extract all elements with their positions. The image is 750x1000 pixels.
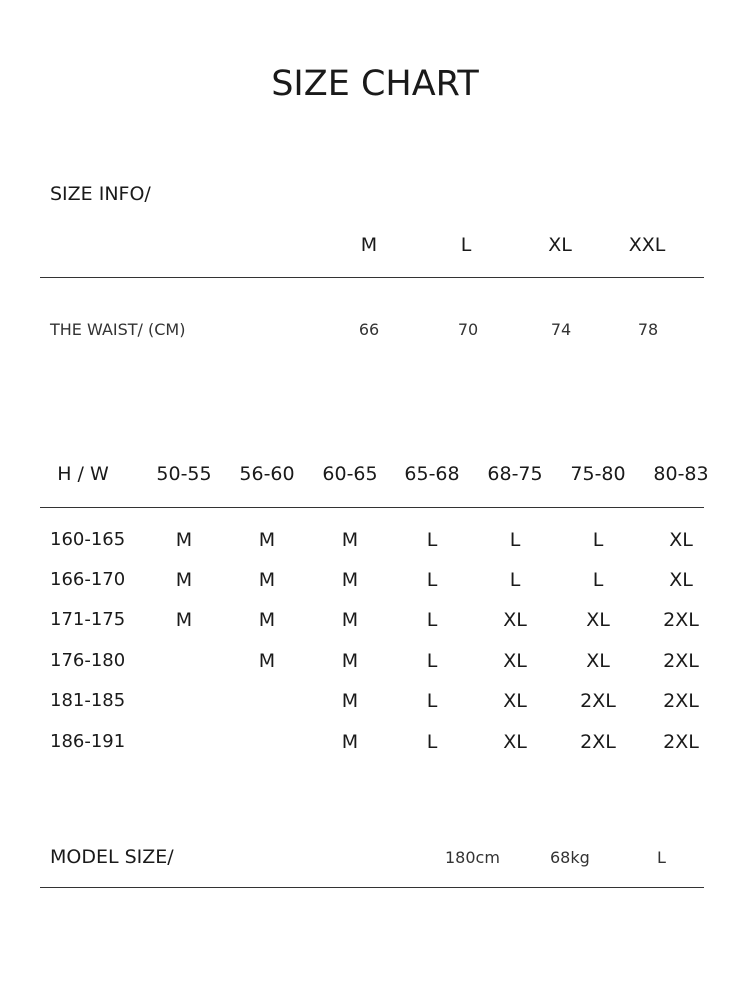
- hw-table-cell: L: [426, 690, 438, 712]
- hw-table-cell: XL: [503, 650, 527, 672]
- hw-table-cell: XL: [503, 609, 527, 631]
- hw-table-cell: L: [426, 529, 438, 551]
- hw-table-cell: L: [426, 731, 438, 753]
- model-size-divider: [40, 887, 704, 888]
- hw-table-cell: L: [426, 650, 438, 672]
- hw-table-cell: 2XL: [663, 650, 699, 672]
- hw-row-height-label: 166-170: [50, 569, 126, 590]
- hw-table-cell: 2XL: [663, 731, 699, 753]
- hw-table-cell: XL: [586, 650, 610, 672]
- hw-corner-label: H / W: [57, 463, 109, 485]
- hw-table-cell: XL: [503, 731, 527, 753]
- hw-table-cell: 2XL: [663, 609, 699, 631]
- hw-table-cell: M: [341, 731, 359, 753]
- size-header-l: L: [460, 234, 472, 256]
- size-header-m: M: [360, 234, 378, 256]
- hw-table-cell: M: [341, 609, 359, 631]
- hw-table-cell: XL: [586, 609, 610, 631]
- hw-table-cell: 2XL: [580, 690, 616, 712]
- hw-row-height-label: 181-185: [50, 690, 126, 711]
- model-size-value: L: [657, 848, 666, 867]
- hw-table-cell: M: [341, 529, 359, 551]
- hw-column-header: 60-65: [322, 463, 378, 485]
- waist-label: THE WAIST/ (CM): [50, 320, 186, 339]
- hw-table-cell: L: [592, 569, 604, 591]
- hw-row-height-label: 171-175: [50, 609, 126, 630]
- hw-table-cell: L: [592, 529, 604, 551]
- size-info-divider: [40, 277, 704, 278]
- hw-row-height-label: 176-180: [50, 650, 126, 671]
- hw-column-header: 80-83: [653, 463, 709, 485]
- hw-row-height-label: 160-165: [50, 529, 126, 550]
- hw-table-cell: L: [426, 609, 438, 631]
- waist-value-xl: 74: [550, 320, 572, 339]
- hw-column-header: 50-55: [156, 463, 212, 485]
- model-size-label: MODEL SIZE/: [50, 846, 174, 868]
- hw-table-cell: XL: [503, 690, 527, 712]
- model-height: 180cm: [445, 848, 500, 867]
- hw-table-cell: M: [258, 650, 276, 672]
- waist-value-l: 70: [457, 320, 479, 339]
- hw-table-cell: M: [175, 529, 193, 551]
- hw-table-cell: M: [175, 609, 193, 631]
- hw-table-cell: M: [341, 690, 359, 712]
- hw-table-cell: M: [175, 569, 193, 591]
- hw-table-cell: M: [341, 650, 359, 672]
- hw-table-cell: M: [341, 569, 359, 591]
- waist-value-xxl: 78: [637, 320, 659, 339]
- hw-table-cell: XL: [669, 569, 693, 591]
- hw-table-cell: 2XL: [663, 690, 699, 712]
- hw-table-cell: M: [258, 609, 276, 631]
- hw-column-header: 65-68: [404, 463, 460, 485]
- hw-table-divider: [40, 507, 704, 508]
- size-header-xxl: XXL: [628, 234, 666, 256]
- model-weight: 68kg: [550, 848, 590, 867]
- hw-table-cell: XL: [669, 529, 693, 551]
- hw-column-header: 68-75: [487, 463, 543, 485]
- size-info-label: SIZE INFO/: [50, 183, 151, 205]
- hw-table-cell: L: [426, 569, 438, 591]
- waist-value-m: 66: [358, 320, 380, 339]
- size-header-xl: XL: [548, 234, 572, 256]
- hw-column-header: 75-80: [570, 463, 626, 485]
- hw-table-cell: L: [509, 569, 521, 591]
- page-title: SIZE CHART: [271, 64, 479, 104]
- hw-row-height-label: 186-191: [50, 731, 126, 752]
- hw-table-cell: 2XL: [580, 731, 616, 753]
- hw-table-cell: L: [509, 529, 521, 551]
- hw-table-cell: M: [258, 569, 276, 591]
- hw-table-cell: M: [258, 529, 276, 551]
- hw-column-header: 56-60: [239, 463, 295, 485]
